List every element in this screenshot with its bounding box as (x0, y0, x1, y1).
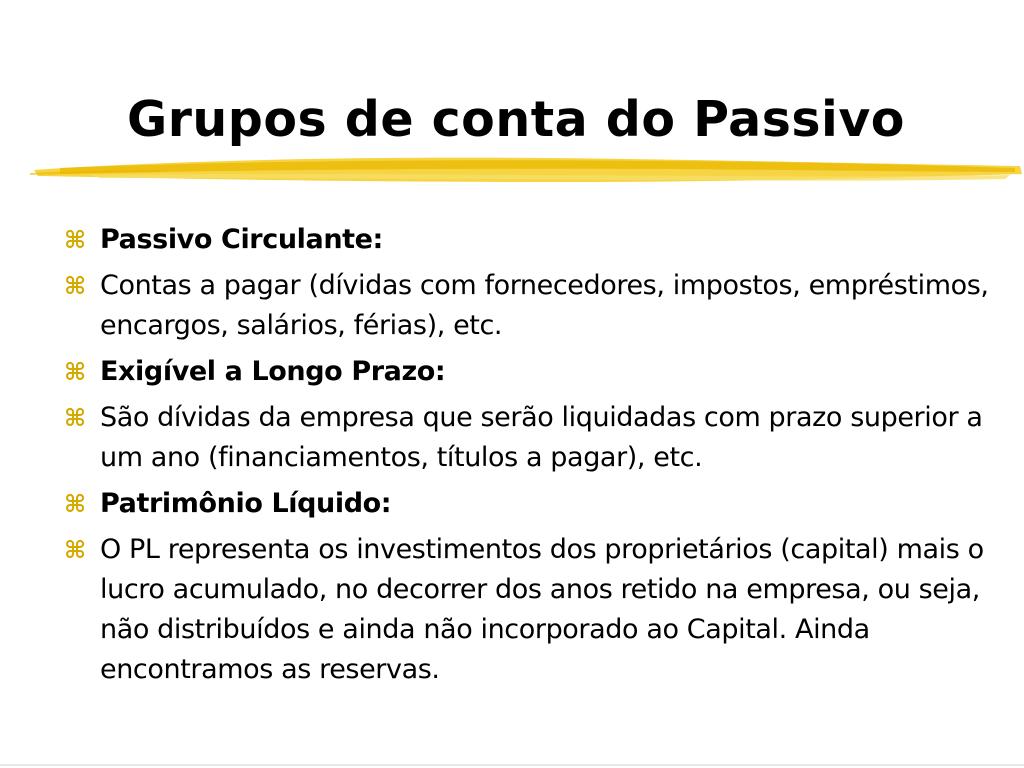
bullet-text: Passivo Circulante: (100, 224, 383, 255)
command-icon: ⌘ (64, 404, 86, 432)
bullet-text: Contas a pagar (dívidas com fornecedores, impostos, empréstimos, encargos, salários, férias), etc. (100, 270, 989, 341)
command-icon: ⌘ (64, 358, 86, 386)
title-brush-underline (30, 148, 1024, 190)
bullet-item (62, 484, 992, 524)
bullet-text: O PL representa os investimentos dos proprietários (capital) mais o lucro acumulado, no decorrer dos anos retido na empresa, ou seja, não distribuídos e ainda não incorporado ao Capital. Ainda encontramos as reservas. (100, 534, 984, 685)
bullet-item (62, 398, 992, 478)
bullet-item (62, 352, 992, 392)
bullet-list (62, 220, 992, 696)
slide-title: Grupos de conta do Passivo (127, 91, 905, 148)
bullet-item (62, 530, 992, 690)
bullet-text: Exigível a Longo Prazo: (100, 356, 446, 387)
bullet-text: Patrimônio Líquido: (100, 488, 392, 519)
bullet-item (62, 266, 992, 346)
bullet-item (62, 220, 992, 260)
command-icon: ⌘ (64, 272, 86, 300)
command-icon: ⌘ (64, 536, 86, 564)
command-icon: ⌘ (64, 490, 86, 518)
bullet-text: São dívidas da empresa que serão liquidadas com prazo superior a um ano (financiamentos, títulos a pagar), etc. (100, 402, 983, 473)
command-icon: ⌘ (64, 226, 86, 254)
footer-divider (0, 764, 1024, 766)
